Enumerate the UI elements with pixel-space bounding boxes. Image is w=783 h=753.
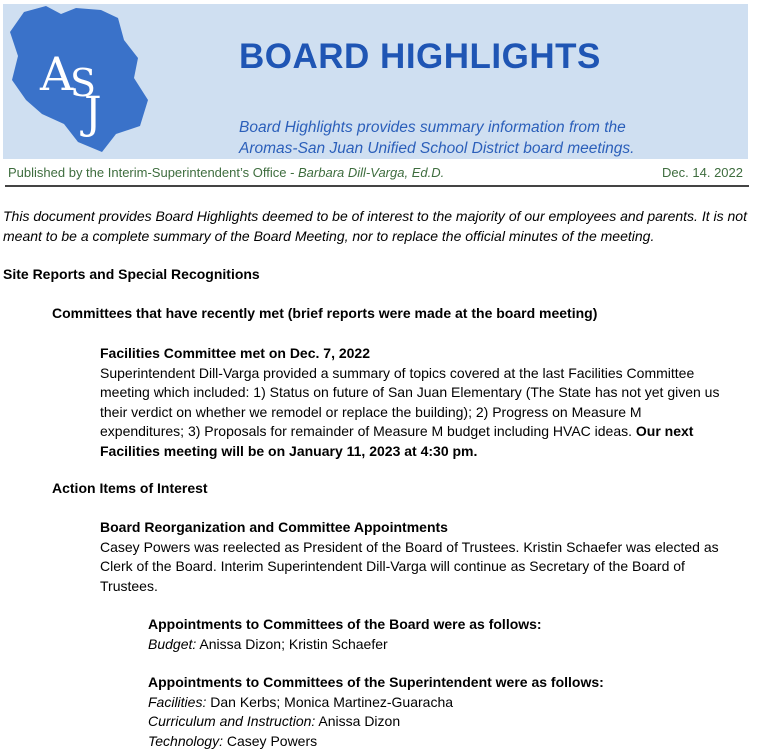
facilities-body-line: expenditures; 3) Proposals for remainder of Measure M budget including HVAC ideas. Our next bbox=[100, 423, 694, 439]
reorg-body-line: Trustees. bbox=[100, 577, 158, 594]
board-appointments-heading: Appointments to Committees of the Board were as follows: bbox=[148, 616, 542, 632]
section-heading-action-items: Action Items of Interest bbox=[52, 480, 208, 496]
next-meeting-note: Facilities meeting will be on January 11, 2023 at 4:30 pm. bbox=[100, 442, 478, 459]
facilities-block bbox=[100, 344, 719, 461]
supt-appointments-block bbox=[148, 673, 604, 751]
appointment-row: Facilities: Dan Kerbs; Monica Martinez-Guaracha bbox=[148, 693, 454, 710]
reorg-body-line: Clerk of the Board. Interim Superintendent Dill-Varga will continue as Secretary of the Board of bbox=[100, 558, 685, 574]
facilities-body-line: Superintendent Dill-Varga provided a summary of topics covered at the last Facilities Committee bbox=[100, 364, 695, 381]
reorg-body-line: Casey Powers was reelected as President of the Board of Trustees. Kristin Schaefer was elected as bbox=[100, 538, 719, 555]
page-title: BOARD HIGHLIGHTS bbox=[239, 37, 601, 76]
section-heading-site-reports: Site Reports and Special Recognitions bbox=[3, 266, 260, 282]
banner-subtitle: Board Highlights provides summary information from the Aromas-San Juan Unified School District board meetings. bbox=[239, 119, 635, 157]
issue-date: Dec. 14. 2022 bbox=[662, 165, 743, 180]
reorg-block bbox=[100, 518, 719, 596]
publisher-line bbox=[5, 165, 749, 187]
reorg-heading: Board Reorganization and Committee Appointments bbox=[100, 519, 448, 535]
facilities-body-line: meeting which included: 1) Status on future of San Juan Elementary (The State has not yet given us bbox=[100, 384, 720, 400]
publisher-text: Published by the Interim-Superintendent’s Office - bbox=[8, 165, 299, 180]
board-appointments-block bbox=[148, 615, 542, 654]
author-name: Barbara Dill-Varga, Ed.D. bbox=[298, 165, 445, 180]
logo-letter-j: J bbox=[84, 88, 102, 139]
supt-appointments-heading: Appointments to Committees of the Superintendent were as follows: bbox=[148, 674, 604, 690]
intro-paragraph: This document provides Board Highlights deemed to be of interest to the majority of our employees and parents. It is not meant to be a complete summary of the Board Meeting, nor to replace the official minutes of the meeting. bbox=[3, 208, 747, 244]
facilities-heading: Facilities Committee met on Dec. 7, 2022 bbox=[100, 345, 370, 361]
logo-letter-s: S bbox=[70, 61, 97, 105]
appointment-row: Technology: Casey Powers bbox=[148, 732, 318, 749]
logo-letter-a: A bbox=[40, 47, 74, 101]
header-banner bbox=[3, 4, 748, 159]
asj-district-logo bbox=[6, 4, 156, 154]
appointment-row: Curriculum and Instruction: Anissa Dizon bbox=[148, 713, 401, 729]
next-meeting-note: Our next bbox=[635, 423, 694, 439]
appointment-row: Budget: Anissa Dizon; Kristin Schaefer bbox=[148, 635, 388, 652]
facilities-body-line: their verdict on whether we remodel or replace the building); 2) Progress on Measure M bbox=[100, 403, 642, 420]
section-heading-committees: Committees that have recently met (brief reports were made at the board meeting) bbox=[52, 305, 598, 321]
